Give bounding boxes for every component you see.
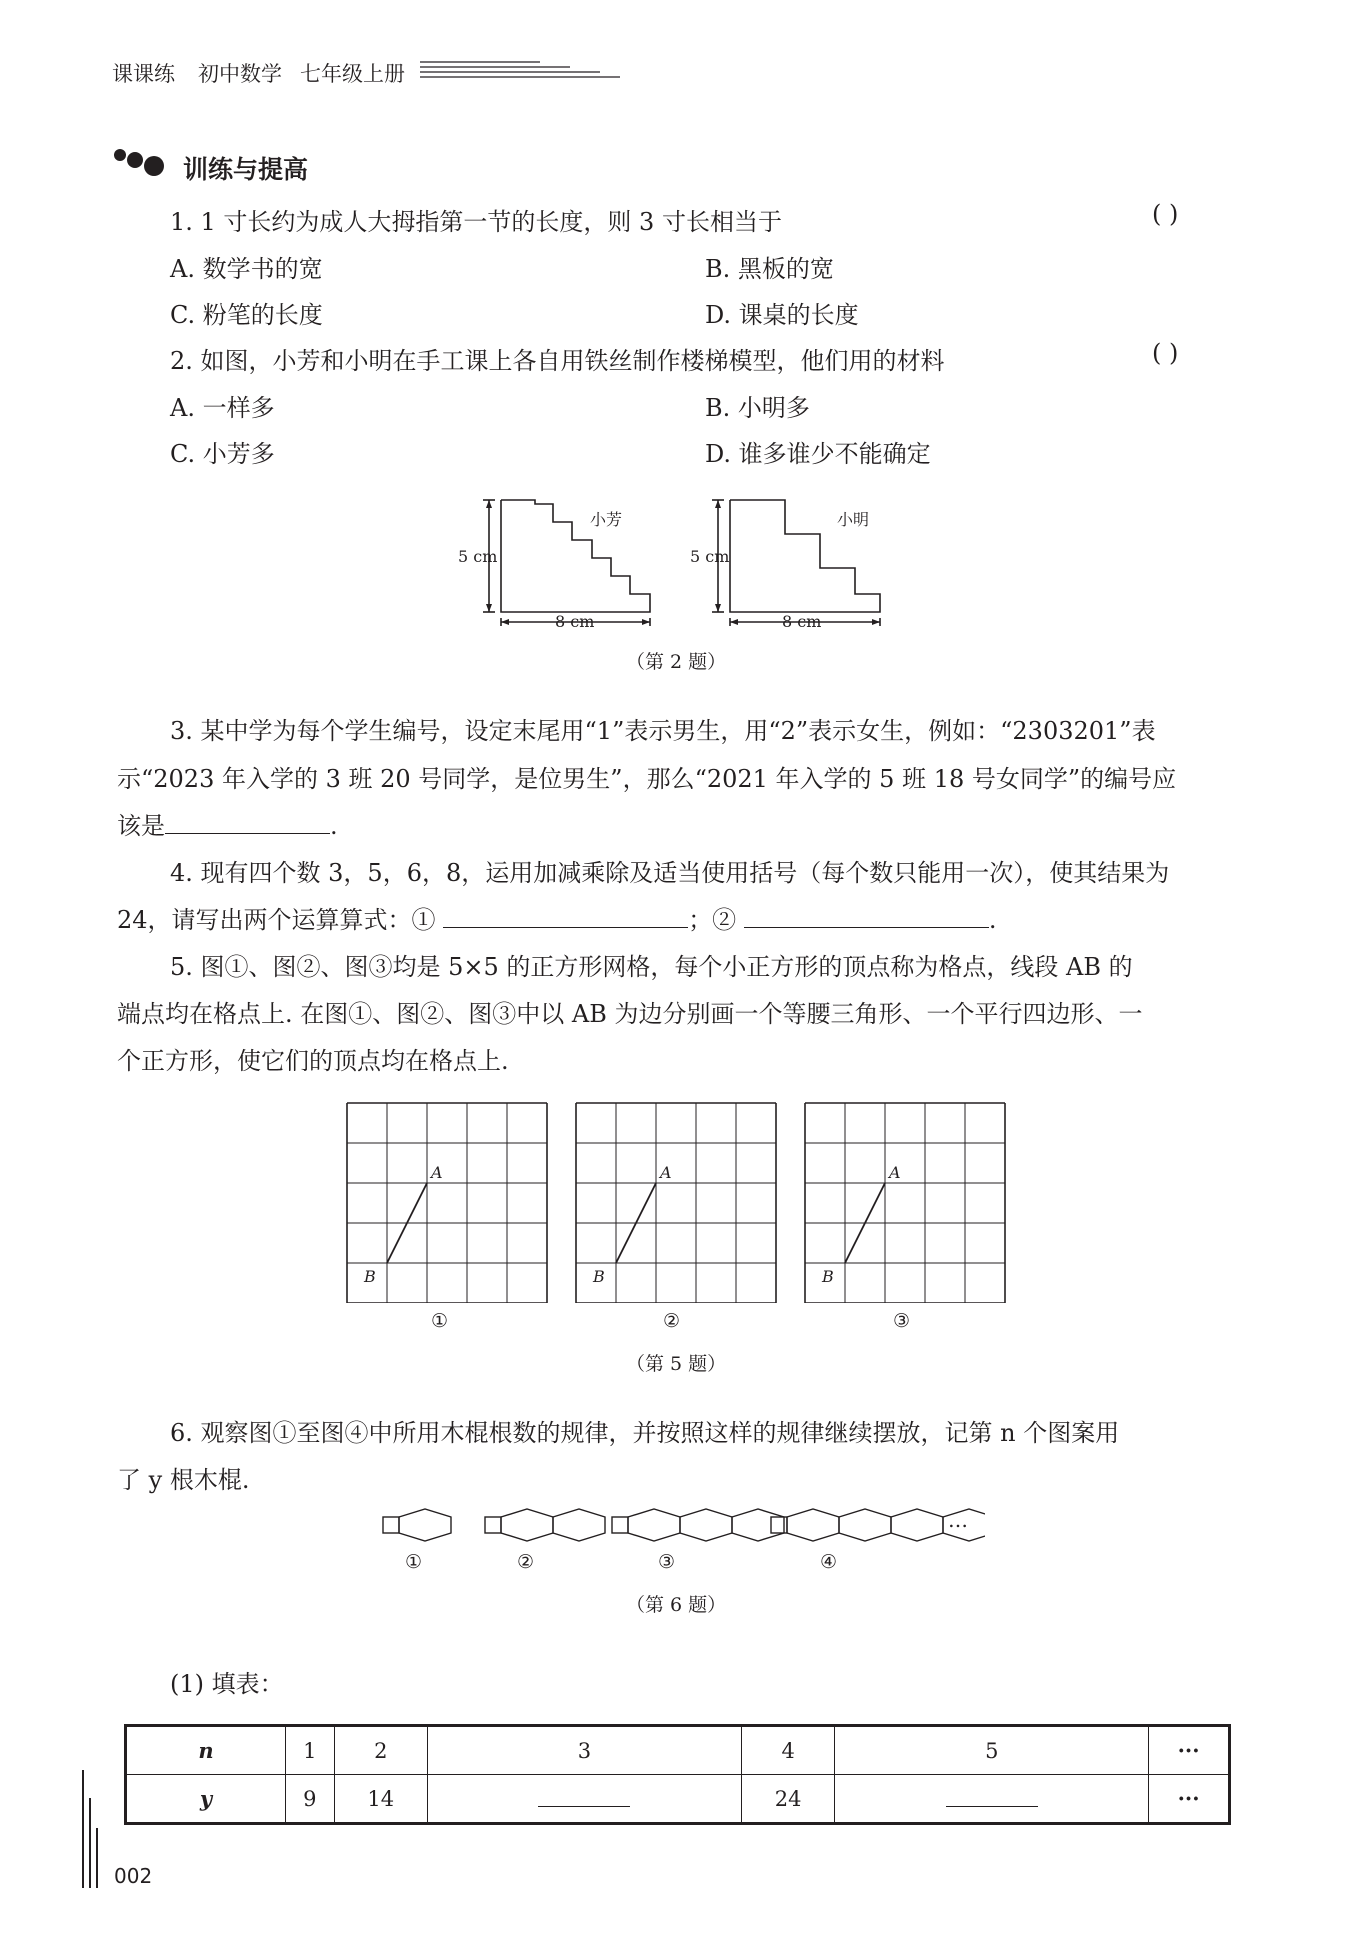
table-cell: 24 <box>741 1775 835 1824</box>
section-bullet-icon <box>110 144 180 178</box>
q6-line2: 了 y 根木棍. <box>117 1466 250 1494</box>
q5-grid1-label: ① <box>431 1310 449 1332</box>
q5-line2: 端点均在格点上. 在图①、图②、图③中以 AB 为边分别画一个等腰三角形、一个平行四边形、一 <box>117 1000 1143 1028</box>
q5-line3: 个正方形，使它们的顶点均在格点上. <box>117 1047 509 1075</box>
q2-answer-bracket: ( ) <box>1152 339 1179 367</box>
left-staircase <box>501 500 650 612</box>
q2-option-a: A. 一样多 <box>170 394 275 422</box>
table-cell: 1 <box>286 1726 335 1775</box>
stick-hexagon <box>787 1509 839 1541</box>
stick-hexagon <box>732 1509 784 1541</box>
q5-grid2-label: ② <box>663 1310 681 1332</box>
q1-option-c: C. 粉笔的长度 <box>170 301 323 329</box>
table-cell-blank[interactable] <box>428 1775 742 1824</box>
q2-left-width-label: 8 cm <box>555 612 595 631</box>
margin-decoration-lines <box>80 1770 102 1890</box>
q6-figure-caption: （第 6 题） <box>626 1594 727 1616</box>
table-cell: 14 <box>334 1775 428 1824</box>
q2-label-xiaoming: 小明 <box>837 510 870 529</box>
header-subject: 初中数学 <box>198 62 282 86</box>
q6-fig4-label: ④ <box>820 1551 838 1573</box>
q2-label-xiaofang: 小芳 <box>590 510 623 529</box>
q2-option-b: B. 小明多 <box>705 394 810 422</box>
q2-left-height-label: 5 cm <box>458 547 498 566</box>
stick-square <box>485 1517 501 1533</box>
q2-right-height-label: 5 cm <box>690 547 730 566</box>
q6-stick-pattern-figure <box>375 1500 985 1550</box>
q5-grid3-point-b: B <box>822 1267 834 1286</box>
table-cell: 2 <box>334 1726 428 1775</box>
stick-hexagon <box>628 1509 680 1541</box>
q1-option-b: B. 黑板的宽 <box>705 255 834 283</box>
q3-line3-text: 该是 <box>117 812 165 840</box>
q4-answer-blank-1[interactable] <box>443 905 688 928</box>
q5-figure-caption: （第 5 题） <box>626 1353 727 1375</box>
table-row-n <box>126 1726 1230 1775</box>
stick-hexagon <box>680 1509 732 1541</box>
table-cell: 9 <box>286 1775 335 1824</box>
table-answer-blank-5[interactable] <box>946 1786 1038 1807</box>
stick-hexagon <box>399 1509 451 1541</box>
table-row-y <box>126 1775 1230 1824</box>
q5-grid-figure <box>340 1098 1015 1303</box>
table-header-y: y <box>126 1775 286 1824</box>
q3-line3-end: . <box>330 812 338 840</box>
q2-option-d: D. 谁多谁少不能确定 <box>705 440 931 468</box>
stick-square <box>383 1517 399 1533</box>
header-grade: 七年级上册 <box>300 62 405 86</box>
table-cell-ellipsis: ··· <box>1149 1726 1230 1775</box>
q6-figure-ellipsis: … <box>948 1508 968 1532</box>
q4-line2-sep: ；② <box>688 906 737 934</box>
q3-answer-blank[interactable] <box>165 811 330 834</box>
section-title: 训练与提高 <box>183 155 309 184</box>
q5-grid1-point-a: A <box>431 1163 443 1182</box>
header-decoration-lines <box>420 58 625 80</box>
q3-line2: 示“2023 年入学的 3 班 20 号同学，是位男生”，那么“2021 年入学的 5 班 18 号女同学”的编号应 <box>117 765 1177 793</box>
q5-grid3-label: ③ <box>893 1310 911 1332</box>
q6-fig3-label: ③ <box>658 1551 676 1573</box>
stick-hexagon <box>891 1509 943 1541</box>
table-cell-ellipsis: ··· <box>1149 1775 1230 1824</box>
q3-line3 <box>117 806 338 841</box>
q6-fill-table <box>124 1724 1231 1825</box>
page-number: 002 <box>114 1864 153 1888</box>
q1-answer-bracket: ( ) <box>1152 200 1179 228</box>
stick-hexagon <box>501 1509 553 1541</box>
stick-hexagon <box>553 1509 605 1541</box>
table-cell: 5 <box>835 1726 1149 1775</box>
table-cell: 3 <box>428 1726 742 1775</box>
table-header-n: n <box>126 1726 286 1775</box>
table-cell: 4 <box>741 1726 835 1775</box>
q6-fig2-label: ② <box>517 1551 535 1573</box>
q6-line1: 6. 观察图①至图④中所用木棍根数的规律，并按照这样的规律继续摆放，记第 n 个图案用 <box>170 1419 1120 1447</box>
q4-line2-text: 24，请写出两个运算算式：① <box>117 906 436 934</box>
q6-fig1-label: ① <box>405 1551 423 1573</box>
q3-line1: 3. 某中学为每个学生编号，设定末尾用“1”表示男生，用“2”表示女生，例如：“2303201”表 <box>170 717 1156 745</box>
q5-grid2-point-a: A <box>660 1163 672 1182</box>
q1-stem: 1. 1 寸长约为成人大拇指第一节的长度，则 3 寸长相当于 <box>170 208 782 236</box>
table-cell-blank[interactable] <box>835 1775 1149 1824</box>
q5-line1: 5. 图①、图②、图③均是 5×5 的正方形网格，每个小正方形的顶点称为格点，线段 AB 的 <box>170 953 1133 981</box>
header-book: 课课练 <box>112 62 175 86</box>
q2-stem: 2. 如图，小芳和小明在手工课上各自用铁丝制作楼梯模型，他们用的材料 <box>170 347 945 375</box>
q1-option-a: A. 数学书的宽 <box>170 255 323 283</box>
q5-grid1-point-b: B <box>364 1267 376 1286</box>
q2-figure-caption: （第 2 题） <box>626 651 727 673</box>
q5-grid2-point-b: B <box>593 1267 605 1286</box>
q2-option-c: C. 小芳多 <box>170 440 275 468</box>
q4-line2 <box>117 900 996 935</box>
q2-right-width-label: 8 cm <box>782 612 822 631</box>
q4-line1: 4. 现有四个数 3，5，6，8，运用加减乘除及适当使用括号（每个数只能用一次），使其结果为 <box>170 859 1170 887</box>
table-answer-blank-3[interactable] <box>538 1786 630 1807</box>
q4-line2-end: . <box>988 906 997 934</box>
q4-answer-blank-2[interactable] <box>744 905 989 928</box>
stick-hexagon <box>839 1509 891 1541</box>
q1-option-d: D. 课桌的长度 <box>705 301 859 329</box>
q6-sub1-label: (1) 填表： <box>170 1670 284 1698</box>
stick-square <box>612 1517 628 1533</box>
q5-grid3-point-a: A <box>889 1163 901 1182</box>
